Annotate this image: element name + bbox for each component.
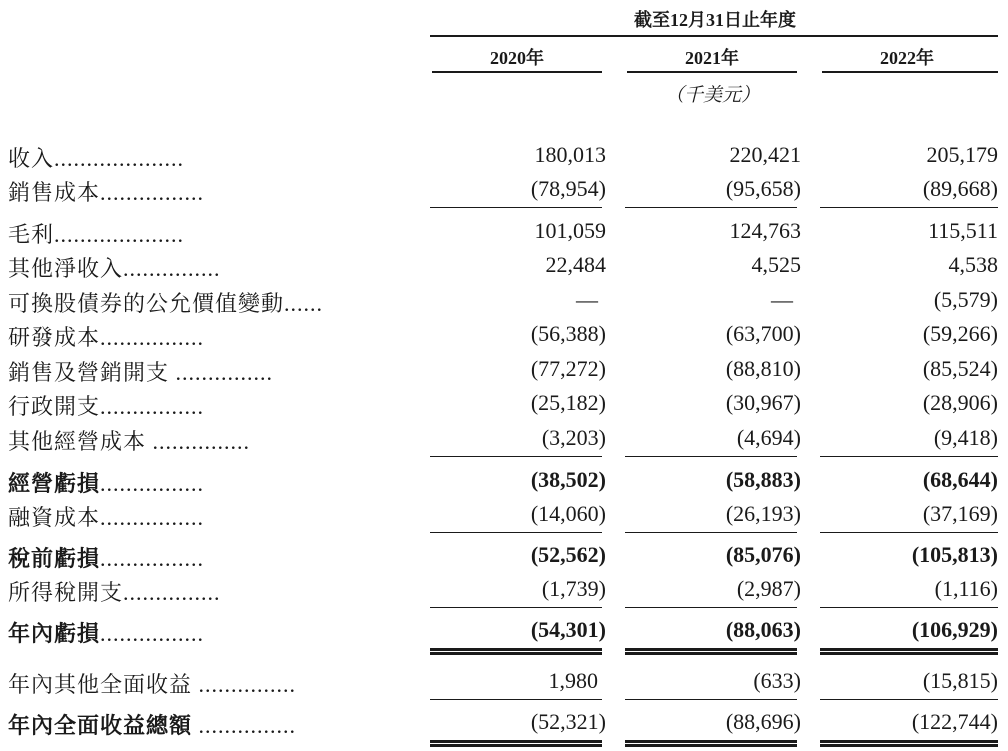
- dot-leader: ................: [100, 505, 205, 530]
- row-label: 銷售及營銷開支: [8, 360, 170, 385]
- subtotal-rule-2022: [820, 456, 998, 457]
- subtotal-rule-2020: [430, 532, 602, 533]
- row-label: 毛利: [8, 222, 55, 247]
- row-label: 經營虧損: [8, 471, 101, 496]
- dot-leader: ...............: [192, 672, 297, 697]
- row-operating-loss: [0, 463, 1008, 497]
- value-2022: (105,813): [911, 542, 998, 567]
- subtotal-rule-2020: [430, 456, 602, 457]
- subtotal-rule-2021: [625, 456, 797, 457]
- row-label: 研發成本: [8, 325, 101, 350]
- row-label: 融資成本: [8, 505, 101, 530]
- row-label: 年內虧損: [8, 621, 101, 646]
- period-header: 截至12月31日止年度: [634, 10, 796, 30]
- value-2020: 22,484: [545, 252, 606, 277]
- row-other-comprehensive-income: [0, 664, 1008, 698]
- subtotal-rule-2020: [430, 607, 602, 608]
- dot-leader: ......: [284, 291, 324, 316]
- row-cost-of-sales: [0, 172, 1008, 206]
- value-2020: (25,182): [530, 390, 606, 415]
- row-gross-profit: [0, 214, 1008, 248]
- unit-label: （千美元）: [664, 85, 760, 106]
- dot-leader: ...............: [123, 256, 221, 281]
- subtotal-rule-2022: [820, 207, 998, 208]
- value-2020: (14,060): [530, 501, 606, 526]
- dot-leader: ...............: [169, 360, 274, 385]
- value-2020: (1,739): [541, 576, 606, 601]
- year-rule-2021: [627, 71, 797, 73]
- row-loss-for-year: [0, 613, 1008, 647]
- value-2022: (28,906): [922, 390, 998, 415]
- dot-leader: ................: [100, 325, 205, 350]
- value-2020: —: [576, 287, 598, 312]
- row-convertible-bond-fv-change: [0, 283, 1008, 317]
- dot-leader: ................: [100, 394, 205, 419]
- value-2022: 115,511: [928, 218, 998, 243]
- row-other-net-income: [0, 248, 1008, 282]
- row-label: 其他淨收入: [8, 256, 124, 281]
- value-2021: (633): [753, 668, 801, 693]
- row-admin-expenses: [0, 386, 1008, 420]
- row-loss-before-tax: [0, 538, 1008, 572]
- value-2021: 4,525: [751, 252, 801, 277]
- value-2021: (4,694): [736, 425, 801, 450]
- value-2021: (2,987): [736, 576, 801, 601]
- dot-leader: ................: [100, 546, 205, 571]
- year-2020-header: 2020年: [490, 48, 544, 68]
- subtotal-rule-2021: [625, 699, 797, 700]
- subtotal-rule-2022: [820, 699, 998, 700]
- dot-leader: ....................: [54, 222, 185, 247]
- value-2021: (26,193): [725, 501, 801, 526]
- value-2021: (58,883): [725, 467, 801, 492]
- value-2020: (52,562): [530, 542, 606, 567]
- value-2022: (122,744): [911, 709, 998, 734]
- dot-leader: ...............: [146, 429, 251, 454]
- value-2021: (88,696): [725, 709, 801, 734]
- row-rnd-cost: [0, 317, 1008, 351]
- row-label: 可換股債券的公允價值變動: [8, 291, 285, 316]
- double-rule-2022: [820, 740, 998, 747]
- value-2020: (78,954): [530, 176, 606, 201]
- row-finance-cost: [0, 497, 1008, 531]
- value-2020: (77,272): [530, 356, 606, 381]
- value-2021: (95,658): [725, 176, 801, 201]
- subtotal-rule-2021: [625, 207, 797, 208]
- row-income-tax: [0, 572, 1008, 606]
- value-2021: (30,967): [725, 390, 801, 415]
- double-rule-2020: [430, 740, 602, 747]
- dot-leader: ...............: [192, 713, 297, 738]
- dot-leader: ....................: [54, 146, 185, 171]
- row-label: 銷售成本: [8, 180, 101, 205]
- value-2022: (68,644): [922, 467, 998, 492]
- row-label: 其他經營成本: [8, 429, 147, 454]
- value-2021: 124,763: [729, 218, 801, 243]
- double-rule-2020: [430, 648, 602, 655]
- value-2020: (54,301): [530, 617, 606, 642]
- double-rule-2022: [820, 648, 998, 655]
- year-rule-2020: [432, 71, 602, 73]
- row-label: 所得稅開支: [8, 580, 124, 605]
- subtotal-rule-2022: [820, 607, 998, 608]
- dot-leader: ...............: [123, 580, 221, 605]
- value-2020: 101,059: [534, 218, 606, 243]
- dot-leader: ................: [100, 621, 205, 646]
- value-2020: 1,980: [548, 668, 598, 693]
- value-2020: 180,013: [534, 142, 606, 167]
- value-2020: (3,203): [541, 425, 606, 450]
- value-2022: (5,579): [933, 287, 998, 312]
- value-2021: (88,063): [725, 617, 801, 642]
- double-rule-2021: [625, 648, 797, 655]
- value-2022: (1,116): [934, 576, 998, 601]
- year-rule-2022: [822, 71, 998, 73]
- row-revenue: [0, 138, 1008, 172]
- value-2022: 4,538: [948, 252, 998, 277]
- value-2022: (85,524): [922, 356, 998, 381]
- value-2022: (106,929): [911, 617, 998, 642]
- row-label: 年內全面收益總額: [8, 713, 193, 738]
- subtotal-rule-2020: [430, 207, 602, 208]
- double-rule-2021: [625, 740, 797, 747]
- value-2022: (59,266): [922, 321, 998, 346]
- year-2021-header: 2021年: [685, 48, 739, 68]
- row-label: 稅前虧損: [8, 546, 101, 571]
- row-selling-marketing: [0, 352, 1008, 386]
- value-2022: (15,815): [922, 668, 998, 693]
- dot-leader: ................: [100, 471, 205, 496]
- row-label: 收入: [8, 146, 55, 171]
- value-2020: (52,321): [530, 709, 606, 734]
- value-2021: —: [771, 287, 793, 312]
- value-2021: (85,076): [725, 542, 801, 567]
- value-2020: (56,388): [530, 321, 606, 346]
- value-2022: (37,169): [922, 501, 998, 526]
- row-label: 行政開支: [8, 394, 101, 419]
- value-2021: (88,810): [725, 356, 801, 381]
- subtotal-rule-2021: [625, 607, 797, 608]
- value-2021: 220,421: [729, 142, 801, 167]
- row-other-operating-cost: [0, 421, 1008, 455]
- period-rule: [430, 35, 998, 37]
- value-2020: (38,502): [530, 467, 606, 492]
- subtotal-rule-2022: [820, 532, 998, 533]
- year-2022-header: 2022年: [880, 48, 934, 68]
- value-2022: (89,668): [922, 176, 998, 201]
- dot-leader: ................: [100, 180, 205, 205]
- subtotal-rule-2021: [625, 532, 797, 533]
- row-total-comprehensive-income: [0, 705, 1008, 739]
- subtotal-rule-2020: [430, 699, 602, 700]
- row-label: 年內其他全面收益: [8, 672, 193, 697]
- value-2022: (9,418): [933, 425, 998, 450]
- value-2022: 205,179: [926, 142, 998, 167]
- value-2021: (63,700): [725, 321, 801, 346]
